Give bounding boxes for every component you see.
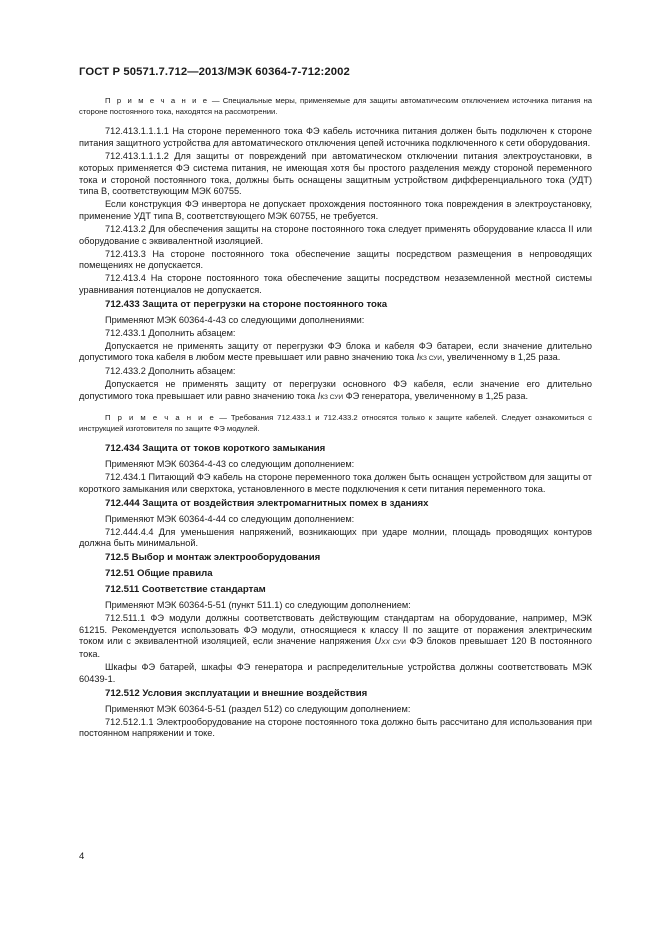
section-heading: 712.511 Соответствие стандартам bbox=[105, 584, 266, 596]
current-subscript: КЗ СУИ bbox=[320, 394, 344, 402]
paragraph: 712.433.2 Дополнить абзацем: bbox=[105, 366, 236, 377]
note-label: П р и м е ч а н и е bbox=[105, 412, 216, 422]
voltage-subscript: XX СУИ bbox=[381, 639, 406, 647]
paragraph: 712.413.2 Для обеспечения защиты на стороне постоянного тока следует применять оборудование класса II или оборудование с эквивалентной изоляцией. bbox=[79, 223, 592, 246]
section-heading: 712.444 Защита от воздействия электромагнитных помех в зданиях bbox=[105, 497, 429, 509]
paragraph: Применяют МЭК 60364-5-51 (пункт 511.1) со следующим дополнением: bbox=[105, 600, 411, 611]
note-text: — Требования 712.433.1 и 712.433.2 относятся только к защите кабелей. Следует ознакомиться с инструкцией изготовителя по защите ФЭ модулей. bbox=[79, 412, 592, 434]
paragraph: 712.434.1 Питающий ФЭ кабель на стороне переменного тока должен быть оснащен устройством для защиты от короткого замыкания или сверхтока, установленного в месте подключения к сети питания переменного тока. bbox=[79, 472, 592, 494]
paragraph: 712.512.1.1 Электрооборудование на стороне постоянного тока должно быть рассчитано для использования при постоянном напряжении и токе. bbox=[79, 716, 592, 739]
section-heading: 712.434 Защита от токов короткого замыкания bbox=[105, 443, 326, 455]
paragraph-text: Допускается не применять защиту от перегрузки основного ФЭ кабеля, если значение его длительно допустимого тока превышает или равно значению тока bbox=[79, 379, 592, 402]
section-heading: 712.512 Условия эксплуатации и внешние воздействия bbox=[105, 687, 368, 699]
note-paragraph bbox=[79, 412, 592, 434]
paragraph-text: , увеличенному в 1,25 раза. bbox=[441, 352, 561, 363]
current-subscript: КЗ СУИ bbox=[419, 355, 442, 363]
section-heading: 712.5 Выбор и монтаж электрооборудования bbox=[105, 552, 321, 564]
paragraph bbox=[79, 613, 592, 661]
paragraph: 712.433.1 Дополнить абзацем: bbox=[105, 327, 236, 338]
paragraph: Применяют МЭК 60364-4-43 со следующими дополнениями: bbox=[105, 314, 365, 325]
paragraph bbox=[79, 379, 592, 403]
current-symbol: I bbox=[416, 352, 420, 363]
paragraph-text: ФЭ генератора, увеличенному в 1,25 раза. bbox=[343, 391, 529, 402]
paragraph bbox=[79, 341, 592, 365]
paragraph-text: 712.511.1 ФЭ модули должны соответствовать действующим стандартам на оборудование, например, МЭК 61215. Рекомендуется использовать ФЭ модули, относящиеся к классу II по защите от поражения электрическим током или с эквивалентной изоляцией, если значение напряжения bbox=[79, 613, 592, 647]
page-number: 4 bbox=[79, 851, 85, 862]
paragraph: Шкафы ФЭ батарей, шкафы ФЭ генератора и распределительные устройства должны соответствовать МЭК 60439-1. bbox=[79, 662, 592, 684]
paragraph: Применяют МЭК 60364-4-44 со следующим дополнением: bbox=[105, 513, 355, 524]
paragraph-text: ФЭ блоков превышает 120 В постоянного тока. bbox=[79, 636, 593, 660]
paragraph: 712.413.3 На стороне постоянного тока обеспечение защиты посредством размещения в непроводящих помещениях не допускается. bbox=[79, 248, 592, 271]
paragraph: Если конструкция ФЭ инвертора не допускает прохождения постоянного тока повреждения в электроустановку, применение УДТ типа В, соответствующего МЭК 60755, не требуется. bbox=[79, 199, 592, 221]
section-heading: 712.51 Общие правила bbox=[105, 568, 213, 580]
document-header: ГОСТ Р 50571.7.712—2013/МЭК 60364-7-712:2002 bbox=[79, 66, 350, 78]
paragraph: 712.413.1.1.1.1 На стороне переменного тока ФЭ кабель источника питания должен быть подключен к стороне питания защитного устройства для автоматического отключения цепей источника подключенного к сети оборудования. bbox=[79, 126, 592, 149]
paragraph: Применяют МЭК 60364-5-51 (раздел 512) со следующим дополнением: bbox=[105, 703, 411, 714]
current-symbol: I bbox=[317, 391, 321, 402]
section-heading: 712.433 Защита от перегрузки на стороне постоянного тока bbox=[105, 298, 388, 310]
voltage-symbol: U bbox=[374, 636, 382, 647]
paragraph-text: Допускается не применять защиту от перегрузки ФЭ блока и кабеля ФЭ батареи, если значение длительно допустимого тока кабеля в любом месте превышает или равно значению тока bbox=[79, 340, 592, 363]
paragraph: 712.413.1.1.1.2 Для защиты от повреждений при автоматическом отключении питания электроустановки, в которых применяется ФЭ система питания, не имеющая хотя бы простого разделения между стороной переменного тока и стороной постоянного тока, должны быть оснащены защитным устройством дифференциального тока (УДТ) типа В, соответствующим МЭК 60755. bbox=[79, 151, 592, 197]
note-label: П р и м е ч а н и е bbox=[105, 96, 209, 105]
note-paragraph bbox=[79, 95, 592, 117]
paragraph: 712.444.4.4 Для уменьшения напряжений, возникающих при ударе молнии, площадь проводящих контуров должна быть минимальной. bbox=[79, 526, 592, 549]
paragraph: 712.413.4 На стороне постоянного тока обеспечение защиты посредством незаземленной местной системы уравнивания потенциалов не допускается. bbox=[79, 273, 592, 296]
paragraph: Применяют МЭК 60364-4-43 со следующим дополнением: bbox=[105, 459, 355, 470]
note-text: — Специальные меры, применяемые для защиты автоматическим отключением источника питания на стороне постоянного тока, находятся на рассмотрении. bbox=[79, 96, 592, 117]
